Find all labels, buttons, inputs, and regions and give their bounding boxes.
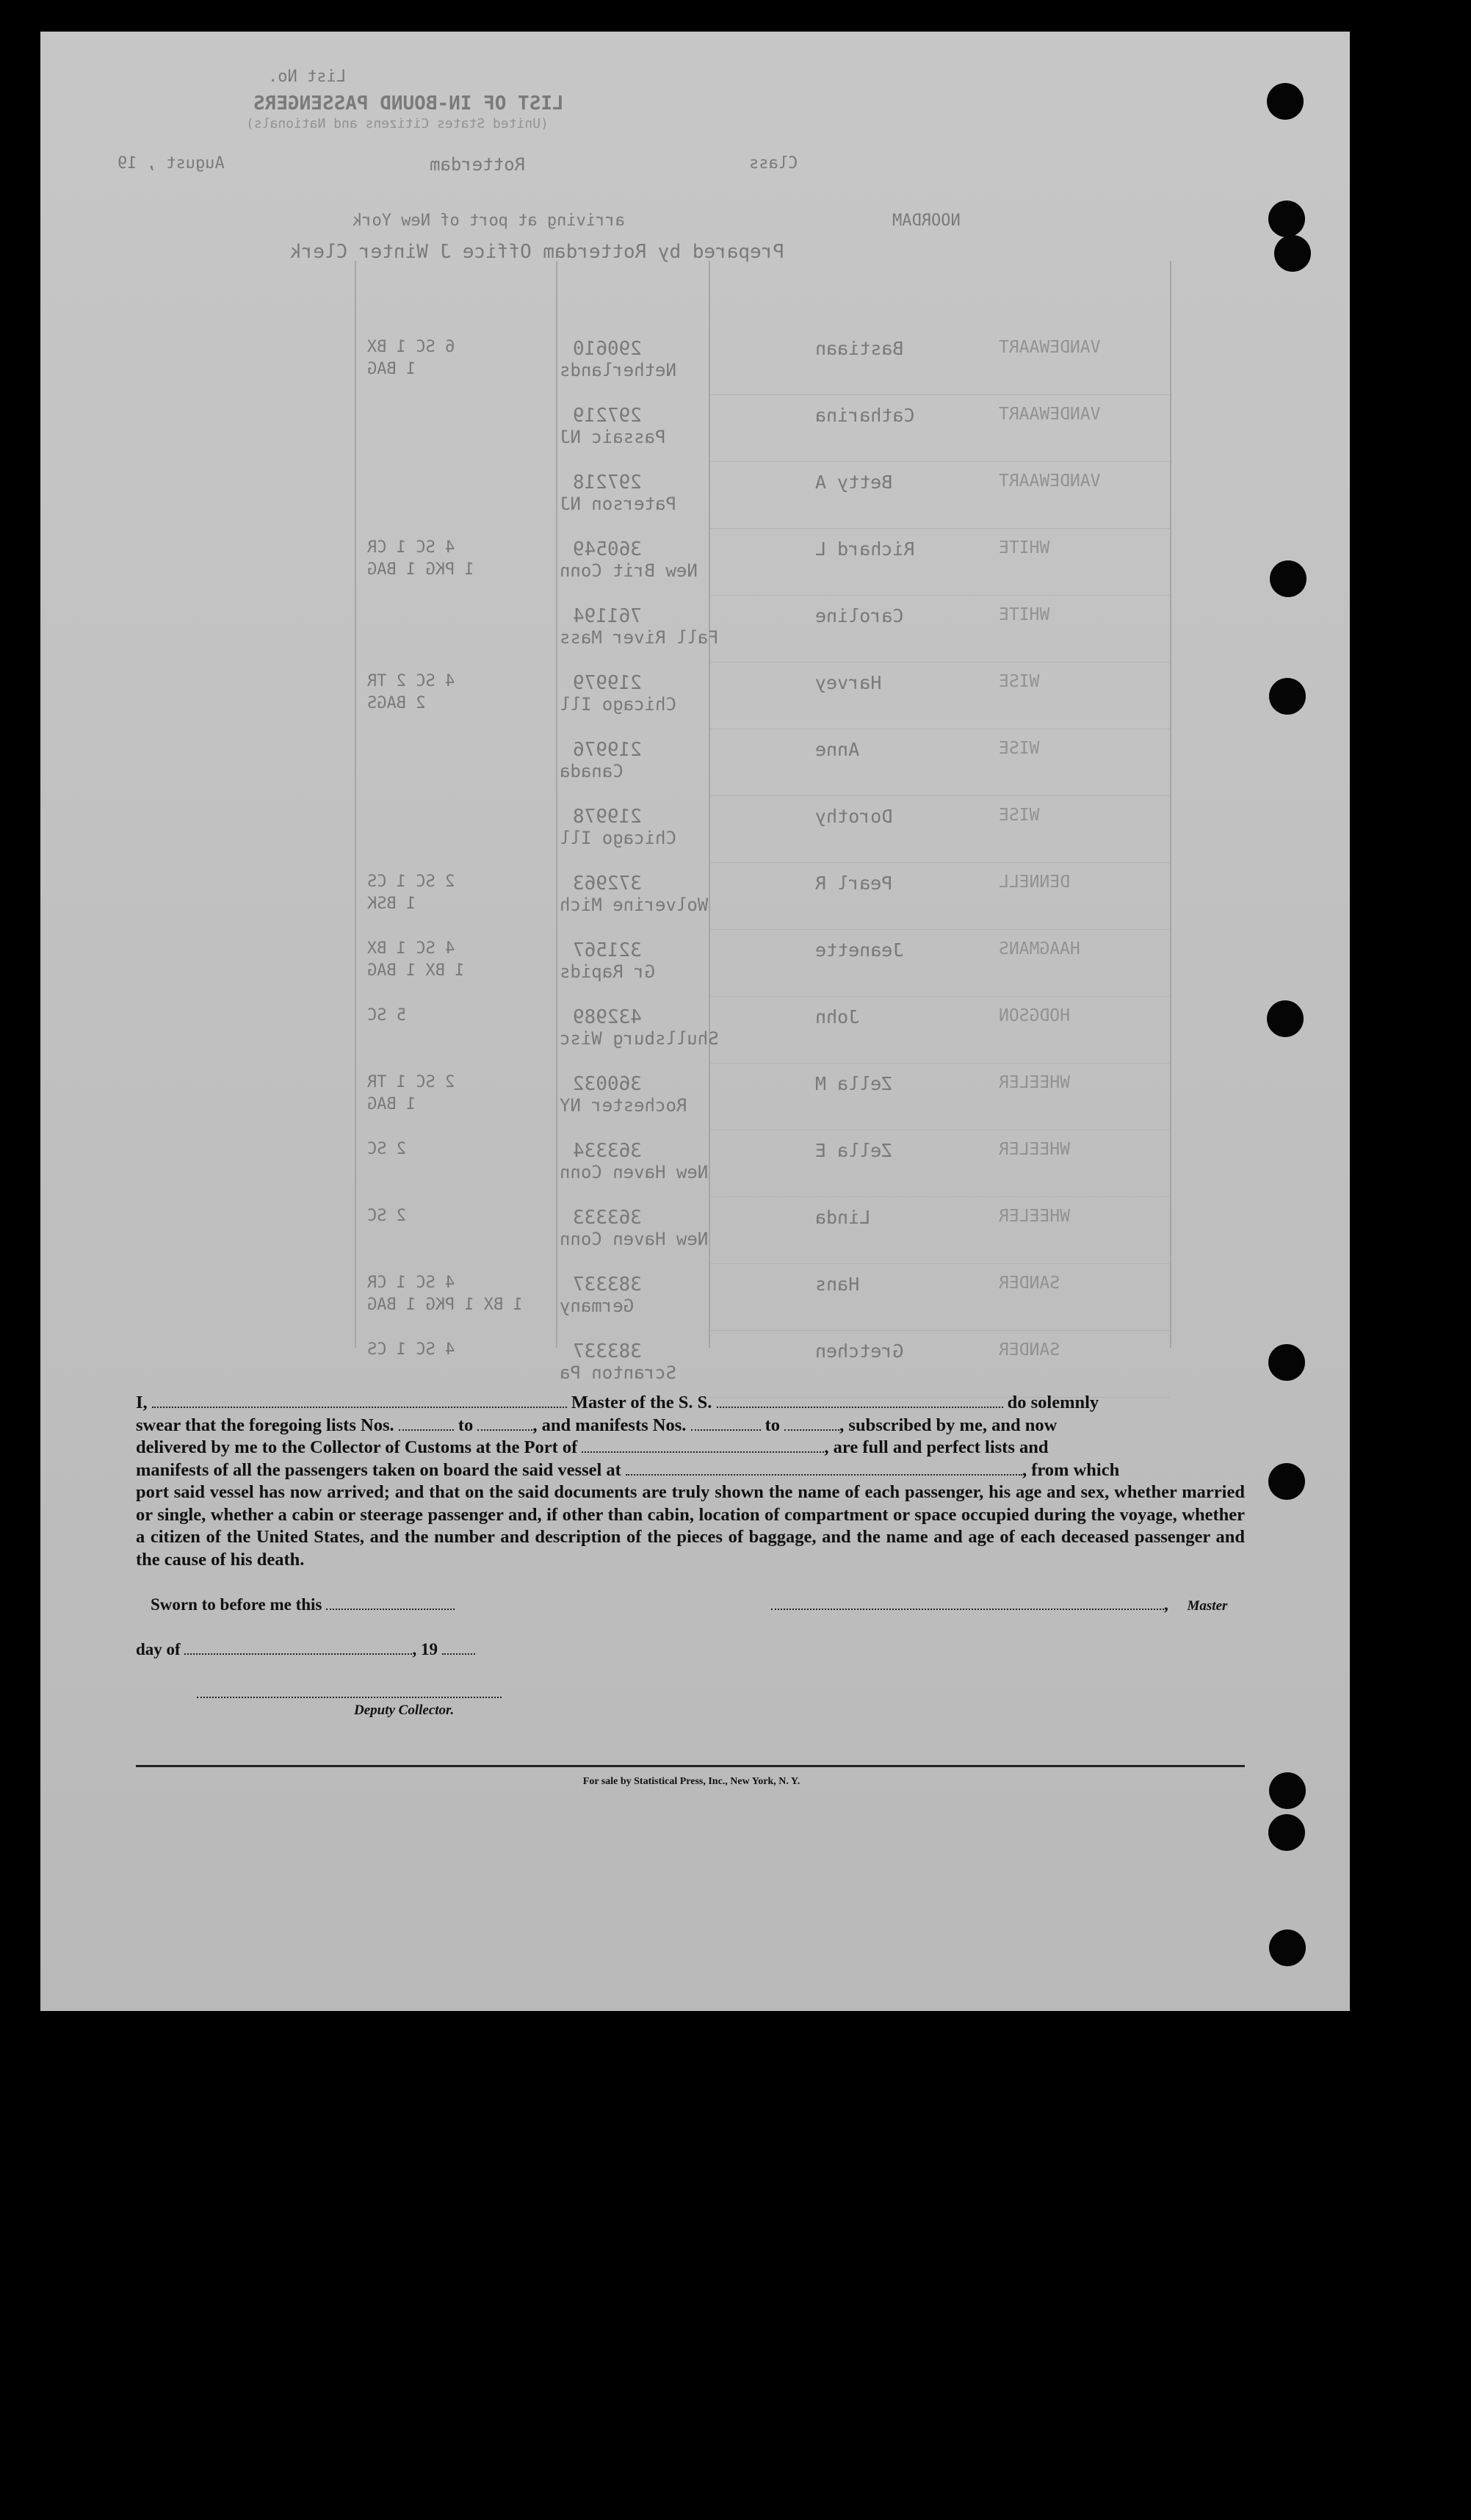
- binder-hole: [1267, 1000, 1304, 1037]
- mirrored-place: Gr Rapids: [560, 961, 656, 982]
- deputy-collector-label: Deputy Collector.: [354, 1703, 455, 1718]
- mirrored-place: Shullsburg Wisc: [560, 1028, 719, 1049]
- oath-text: swear that the foregoing lists Nos.: [136, 1415, 394, 1435]
- binder-hole: [1269, 1929, 1306, 1966]
- mirrored-baggage: 4 SC 1 BX: [367, 939, 455, 958]
- mirrored-surname: SANDER: [999, 1274, 1060, 1293]
- mirrored-date-line: August , 19: [118, 154, 225, 173]
- mirrored-surname: WHEELER: [999, 1073, 1070, 1092]
- mirrored-baggage: 4 SC 1 CS: [367, 1340, 455, 1359]
- list-to-field[interactable]: [477, 1416, 532, 1431]
- oath-line-2: [136, 1415, 1245, 1437]
- master-oath: [136, 1392, 1245, 1571]
- mirrored-passport-no: 219979: [573, 672, 642, 694]
- oath-text: , subscribed by me, and now: [839, 1415, 1058, 1435]
- mirrored-given-name: Harvey: [815, 672, 882, 693]
- mirrored-place: New Haven Conn: [560, 1229, 709, 1249]
- master-signature-field[interactable]: [771, 1595, 1164, 1610]
- mirrored-extra: 1 PKG 1 BAG: [367, 560, 474, 579]
- mirrored-class: Class: [749, 154, 798, 173]
- mirrored-extra: 1 BSK: [367, 895, 416, 913]
- row-divider: [709, 929, 1170, 930]
- manifest-page: [40, 32, 1350, 2011]
- printer-imprint: For sale by Statistical Press, Inc., New York, N. Y.: [582, 1776, 800, 1787]
- mirrored-given-name: Zella E: [815, 1140, 893, 1161]
- mirrored-passport-no: 383337: [573, 1340, 642, 1362]
- mirrored-place: Passaic NJ: [560, 427, 666, 447]
- row-divider: [709, 528, 1170, 529]
- oath-master-of: Master of the S. S.: [571, 1393, 712, 1412]
- mirrored-extra: 1 BAG: [367, 360, 416, 378]
- mirrored-surname: VANDEWAART: [999, 338, 1101, 357]
- oath-text: , are full and perfect lists and: [824, 1437, 1049, 1457]
- mirrored-passport-no: 321567: [573, 939, 642, 961]
- mirrored-surname: WISE: [999, 739, 1040, 758]
- mirrored-passport-no: 219976: [573, 739, 642, 761]
- mirrored-given-name: Hans: [815, 1274, 860, 1295]
- mirrored-passport-no: 761194: [573, 605, 642, 627]
- row-divider: [709, 1263, 1170, 1264]
- oath-text: , from which: [1022, 1459, 1120, 1480]
- mirrored-arriving-line: arriving at port of New York: [353, 212, 625, 230]
- mirrored-given-name: Zella M: [815, 1073, 893, 1094]
- list-from-field[interactable]: [399, 1416, 454, 1431]
- mirrored-place: Netherlands: [560, 360, 676, 380]
- mirrored-surname: WISE: [999, 672, 1040, 691]
- binder-hole: [1268, 201, 1305, 237]
- column-line: [355, 261, 356, 1348]
- oath-text: delivered by me to the Collector of Customs at the Port of: [136, 1437, 578, 1457]
- mirrored-surname: VANDEWAART: [999, 405, 1101, 424]
- deputy-signature-field[interactable]: [197, 1683, 502, 1698]
- mirrored-baggage: 4 SC 2 TR: [367, 672, 455, 690]
- mirrored-baggage: 2 SC 1 CS: [367, 873, 455, 891]
- binder-hole: [1268, 1344, 1305, 1381]
- mirrored-passport-no: 360032: [573, 1073, 642, 1095]
- mirrored-form-title: LIST OF IN-BOUND PASSENGERS: [253, 93, 564, 115]
- mirrored-place: Paterson NJ: [560, 494, 676, 514]
- day-of-text: day of: [136, 1640, 181, 1658]
- mirrored-baggage: 2 SC: [367, 1207, 406, 1225]
- mirrored-passport-no: 383337: [573, 1274, 642, 1296]
- column-line: [709, 261, 710, 1348]
- mirrored-extra: 1 BX 1 PKG 1 BAG: [367, 1296, 523, 1314]
- mirrored-passport-no: 297219: [573, 405, 642, 427]
- oath-line-4: [136, 1459, 1245, 1482]
- mirrored-given-name: Pearl R: [815, 873, 893, 894]
- mirrored-given-name: Linda: [815, 1207, 871, 1228]
- master-label: Master: [1187, 1598, 1228, 1614]
- mirrored-passport-no: 432989: [573, 1006, 642, 1028]
- mirrored-given-name: Anne: [815, 739, 860, 760]
- mirrored-place: Germany: [560, 1296, 635, 1316]
- column-line: [556, 261, 557, 1348]
- mirrored-surname: SANDER: [999, 1340, 1060, 1360]
- mirrored-list-no: List No.: [268, 68, 346, 86]
- mirrored-extra: 1 BX 1 BAG: [367, 961, 465, 980]
- mirrored-surname: WISE: [999, 806, 1040, 825]
- mirrored-surname: WHITE: [999, 605, 1050, 624]
- oath-text: to: [458, 1415, 474, 1435]
- mirrored-passport-no: 290610: [573, 338, 642, 360]
- column-line: [1170, 261, 1171, 1348]
- mirrored-passport-no: 219978: [573, 806, 642, 828]
- mirrored-given-name: Dorothy: [815, 806, 893, 827]
- mirrored-given-name: Caroline: [815, 605, 904, 627]
- mirrored-baggage: 6 SC 1 BX: [367, 338, 455, 356]
- oath-i: I,: [136, 1393, 148, 1412]
- oath-text: , and manifests Nos.: [532, 1415, 687, 1435]
- row-divider: [709, 862, 1170, 863]
- row-divider: [709, 795, 1170, 796]
- mirrored-passport-no: 297218: [573, 472, 642, 494]
- day-of-field[interactable]: [184, 1640, 412, 1655]
- oath-text: to: [765, 1415, 781, 1435]
- binder-hole: [1274, 235, 1311, 272]
- binder-hole: [1267, 83, 1304, 120]
- year-field[interactable]: [442, 1640, 475, 1655]
- footer-rule: [136, 1765, 1245, 1767]
- mirrored-baggage: 2 SC 1 TR: [367, 1073, 455, 1091]
- binder-hole: [1270, 560, 1306, 597]
- mirrored-place: Chicago Ill: [560, 828, 676, 848]
- deputy-collector-line: [197, 1683, 502, 1703]
- row-divider: [709, 461, 1170, 462]
- binder-hole: [1268, 1463, 1305, 1500]
- row-divider: [709, 394, 1170, 395]
- binder-hole: [1268, 1814, 1305, 1851]
- manifest-to-field[interactable]: [784, 1416, 839, 1431]
- row-divider: [709, 1196, 1170, 1197]
- mirrored-place: New Haven Conn: [560, 1162, 709, 1183]
- row-divider: [709, 662, 1170, 663]
- mirrored-surname: HAAGMANS: [999, 939, 1080, 958]
- mirrored-surname: VANDEWAART: [999, 472, 1101, 491]
- mirrored-place: Scranton Pa: [560, 1362, 676, 1383]
- master-name-field[interactable]: [152, 1393, 567, 1408]
- mirrored-extra: 1 BAG: [367, 1095, 416, 1113]
- mirrored-place: Rochester NY: [560, 1095, 687, 1116]
- port-field[interactable]: [582, 1438, 824, 1453]
- oath-body: port said vessel has now arrived; and that on the said documents are truly shown the name of each passenger, his age and sex, whether married or single, whether a cabin or steerage passenger and, if other than cabin, location of compartment or space occupied during the voyage, whether a citizen of the United States, and the number and description of the pieces of baggage, and the name and age of each deceased passenger and the cause of his death.: [136, 1482, 1245, 1570]
- mirrored-surname: WHEELER: [999, 1140, 1070, 1159]
- row-divider: [709, 1063, 1170, 1064]
- mirrored-form-subtitle: (United States Citizens and Nationals): [246, 116, 549, 131]
- sworn-date-field[interactable]: [326, 1595, 455, 1610]
- mirrored-surname: DENNELL: [999, 873, 1070, 892]
- binder-hole: [1269, 678, 1306, 715]
- mirrored-given-name: Richard L: [815, 538, 915, 560]
- row-divider: [709, 595, 1170, 596]
- mirrored-passport-no: 360549: [573, 538, 642, 560]
- departure-port-field[interactable]: [626, 1461, 1022, 1476]
- mirrored-passport-no: 363334: [573, 1140, 642, 1162]
- vessel-name-field[interactable]: [717, 1393, 1003, 1408]
- mirrored-baggage: 4 SC 1 CR: [367, 538, 455, 557]
- mirrored-place: Wolverine Mich: [560, 895, 709, 915]
- mirrored-place: New Brit Conn: [560, 560, 698, 581]
- mirrored-vessel: NOORDAM: [892, 212, 961, 230]
- mirrored-given-name: Gretchen: [815, 1340, 904, 1362]
- oath-line-3: [136, 1437, 1245, 1459]
- oath-line-1: [136, 1392, 1245, 1415]
- oath-do-solemnly: do solemnly: [1007, 1393, 1099, 1412]
- day-of-line: [136, 1640, 475, 1659]
- mirrored-given-name: Bastiaan: [815, 338, 904, 359]
- mirrored-given-name: Catharina: [815, 405, 915, 426]
- row-divider: [709, 996, 1170, 997]
- oath-text: manifests of all the passengers taken on board the said vessel at: [136, 1459, 621, 1480]
- mirrored-place: Fall River Mass: [560, 627, 719, 648]
- mirrored-prepared-by: Prepared by Rotterdam Office J Winter Clerk: [290, 241, 785, 263]
- mirrored-given-name: Betty A: [815, 472, 893, 493]
- mirrored-baggage: 2 SC: [367, 1140, 406, 1158]
- year-text: , 19: [412, 1640, 438, 1658]
- mirrored-baggage: 4 SC 1 CR: [367, 1274, 455, 1292]
- mirrored-passport-no: 363333: [573, 1207, 642, 1229]
- mirrored-given-name: Jeanette: [815, 939, 904, 961]
- master-signature: , Master: [771, 1595, 1227, 1614]
- mirrored-passport-no: 372963: [573, 873, 642, 895]
- row-divider: [709, 1330, 1170, 1331]
- manifest-from-field[interactable]: [691, 1416, 761, 1431]
- mirrored-place: Chicago Ill: [560, 694, 676, 715]
- mirrored-given-name: John: [815, 1006, 860, 1028]
- mirrored-place: Canada: [560, 761, 624, 781]
- mirrored-surname: WHITE: [999, 538, 1050, 557]
- mirrored-from-port: Rotterdam: [430, 154, 526, 175]
- sworn-text: Sworn to before me this: [151, 1595, 322, 1614]
- mirrored-baggage: 5 SC: [367, 1006, 406, 1025]
- mirrored-surname: HODGSON: [999, 1006, 1070, 1025]
- sworn-label: [151, 1595, 455, 1614]
- mirrored-surname: WHEELER: [999, 1207, 1070, 1226]
- mirrored-extra: 2 BAGS: [367, 694, 426, 712]
